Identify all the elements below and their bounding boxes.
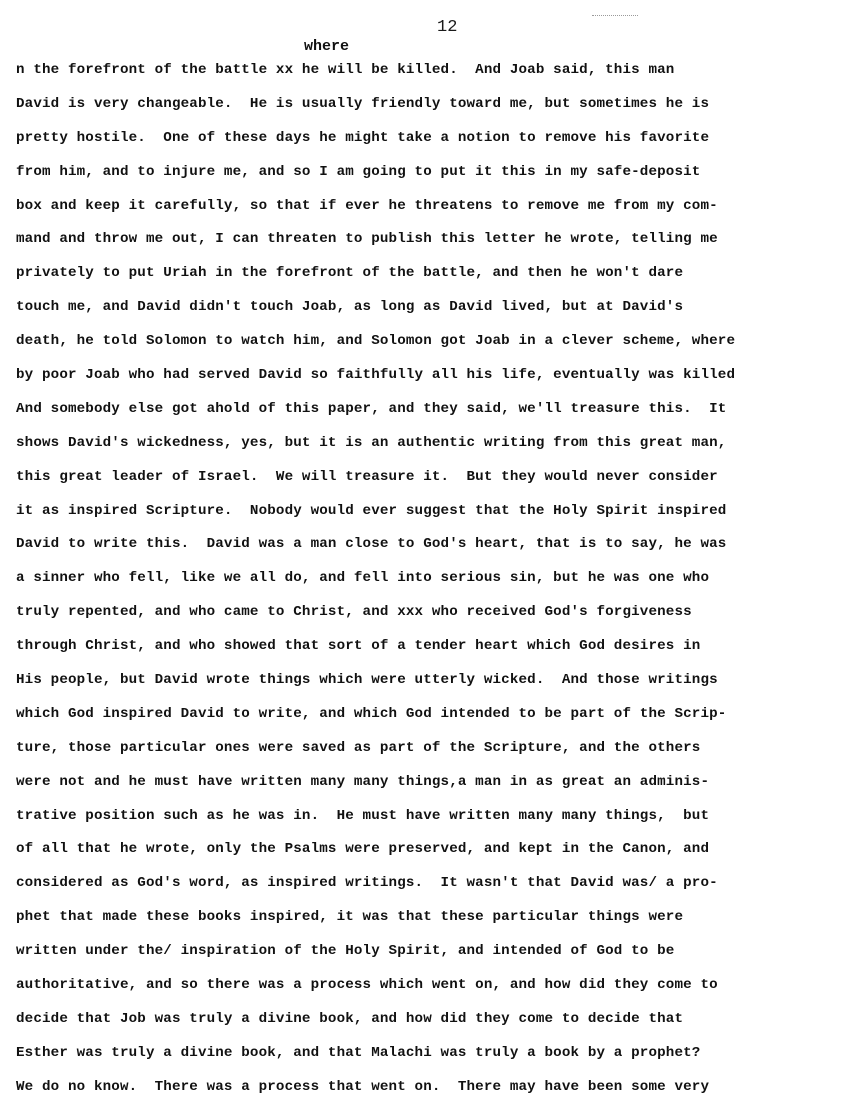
text-line: box and keep it carefully, so that if ever he threatens to remove me from my com- xyxy=(16,197,718,214)
text-line: decide that Job was truly a divine book, and how did they come to decide that xyxy=(16,1010,684,1027)
text-line: shows David's wickedness, yes, but it is an authentic writing from this great man, xyxy=(16,434,727,451)
text-line: through Christ, and who showed that sort of a tender heart which God desires in xyxy=(16,638,701,655)
text-line: We do no know. There was a process that went on. There may have been some very xyxy=(16,1078,710,1095)
text-line: death, he told Solomon to watch him, and Solomon got Joab in a clever scheme, where xyxy=(16,333,736,350)
text-line: a sinner who fell, like we all do, and fell into serious sin, but he was one who xyxy=(16,570,710,587)
text-line: ture, those particular ones were saved as part of the Scripture, and the others xyxy=(16,739,701,756)
body-text xyxy=(16,54,850,1105)
text-line: And somebody else got ahold of this paper, and they said, we'll treasure this. It xyxy=(16,400,727,417)
text-line: were not and he must have written many many things,a man in as great an adminis- xyxy=(16,773,710,790)
text-line: David to write this. David was a man close to God's heart, that is to say, he was xyxy=(16,536,727,553)
text-line: this great leader of Israel. We will treasure it. But they would never consider xyxy=(16,468,718,485)
text-line: truly repented, and who came to Christ, and xxx who received God's forgiveness xyxy=(16,604,692,621)
text-line: considered as God's word, as inspired writings. It wasn't that David was/ a pro- xyxy=(16,875,718,892)
text-line: authoritative, and so there was a process which went on, and how did they come to xyxy=(16,977,718,994)
scan-artifact-mark xyxy=(592,15,638,19)
text-line: written under the/ inspiration of the Holy Spirit, and intended of God to be xyxy=(16,943,675,960)
text-line: it as inspired Scripture. Nobody would ever suggest that the Holy Spirit inspired xyxy=(16,502,727,519)
text-line: n the forefront of the battle xx he will be killed. And Joab said, this man xyxy=(16,62,675,78)
text-line: mand and throw me out, I can threaten to publish this letter he wrote, telling me xyxy=(16,231,718,248)
text-line: Esther was truly a divine book, and that Malachi was truly a book by a prophet? xyxy=(16,1044,701,1061)
text-line: David is very changeable. He is usually friendly toward me, but sometimes he is xyxy=(16,95,710,112)
text-line: from him, and to injure me, and so I am going to put it this in my safe-deposit xyxy=(16,163,701,180)
text-line: trative position such as he was in. He must have written many many things, but xyxy=(16,807,710,824)
text-line: phet that made these books inspired, it was that these particular things were xyxy=(16,909,684,926)
interlinear-insertion: where xyxy=(304,38,350,55)
page-number: 12 xyxy=(437,18,458,37)
text-line: of all that he wrote, only the Psalms were preserved, and kept in the Canon, and xyxy=(16,841,710,858)
text-line: by poor Joab who had served David so faithfully all his life, eventually was killed xyxy=(16,367,736,384)
text-line: pretty hostile. One of these days he might take a notion to remove his favorite xyxy=(16,129,710,146)
text-line: His people, but David wrote things which were utterly wicked. And those writings xyxy=(16,672,718,689)
text-line: touch me, and David didn't touch Joab, as long as David lived, but at David's xyxy=(16,299,684,316)
text-line: privately to put Uriah in the forefront of the battle, and then he won't dare xyxy=(16,265,684,282)
text-line: which God inspired David to write, and which God intended to be part of the Scrip- xyxy=(16,705,727,722)
